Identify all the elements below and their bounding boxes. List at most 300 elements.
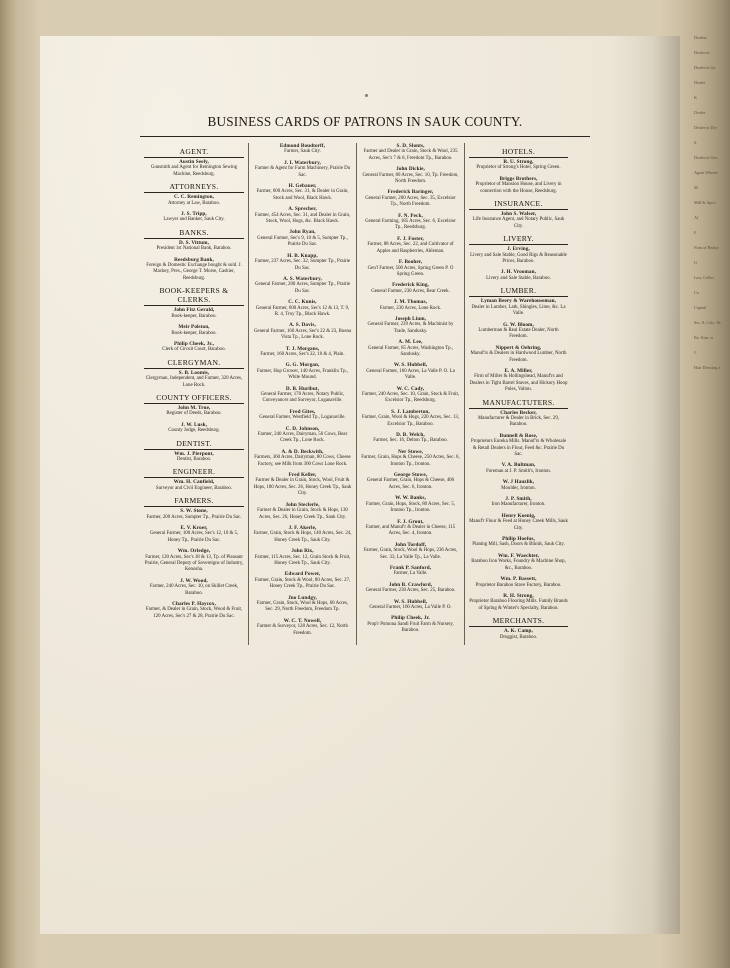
- business-card-entry: [253, 571, 352, 590]
- directory-columns: [140, 143, 590, 645]
- entry-name: A. Sprecher,: [288, 206, 317, 213]
- facing-page-fragment: S.: [694, 140, 698, 145]
- entry-description: General Farmer, Westfield Tp., Loganaville.: [259, 415, 346, 421]
- business-card-entry: [144, 194, 244, 207]
- entry-name: Wm. J. Pierpont,: [174, 450, 214, 457]
- business-card-entry: [469, 628, 568, 641]
- section-heading-rule: [144, 477, 244, 478]
- facing-page-fragment: G: [694, 260, 698, 265]
- entry-description: County Judge, Reedsburg.: [168, 428, 220, 434]
- business-card-entry: [361, 472, 460, 491]
- entry-description: Foreman at J. P. Smith's, Ironton.: [486, 468, 551, 474]
- entry-name: Briggs Brothers,: [499, 175, 538, 182]
- business-card-entry: [361, 213, 460, 232]
- entry-name: Ner Stowe,: [397, 448, 424, 455]
- facing-page-fragment: Law, Collec: [694, 275, 715, 280]
- entry-name: Charles Becker,: [500, 409, 537, 416]
- entry-description: Attorney at Law, Baraboo.: [168, 200, 220, 206]
- facing-page-fragment: M: [694, 185, 698, 190]
- facing-page-fragment: Hair Dressing a: [694, 365, 721, 370]
- entry-description: Farmer, Sauk City.: [284, 149, 321, 155]
- business-card-entry: [469, 536, 568, 549]
- entry-description: Farmer, Grain, Wool & Hogs, 220 Acres, Sec. 13, Excelsior Tp., Baraboo.: [361, 415, 460, 427]
- entry-description: Farmer, Grain, Stock, Wool & Hops, 60 Acres, Sec. 29, North Freedom, Freedom Tp.: [256, 600, 349, 613]
- section-heading: BOOK-KEEPERS & CLERKS.: [144, 286, 244, 306]
- entry-name: C. C. Remington,: [173, 194, 215, 201]
- entry-description: Farmer & Dealer in Grain, Stock, Wool, Fruit & Hops, 180 Acres, Sec. 26, Honey Creek Tp., Sauk City.: [253, 478, 352, 497]
- entry-description: Farmer & Surveyor, 128 Acres, Sec. 12, North Freedom.: [257, 624, 348, 636]
- facing-page-fragment: Sec. 8, Cole. Dr.: [694, 320, 722, 325]
- business-card-entry: [469, 298, 568, 317]
- facing-page-text: [694, 30, 722, 375]
- business-card-entry: [253, 472, 352, 498]
- business-card-entry: [144, 324, 244, 337]
- business-card-entry: [361, 409, 460, 428]
- gutter-shadow: [610, 36, 680, 934]
- facing-page-fragment: Dealer in Ge: [694, 65, 716, 70]
- section-heading-rule: [144, 238, 244, 239]
- entry-description: Lumberman & Real Estate Dealer, North Freedom.: [478, 327, 559, 340]
- entry-name: F. Booher,: [398, 259, 423, 266]
- business-card-entry: [361, 449, 460, 468]
- entry-name: Nippert & Oehring,: [495, 344, 542, 351]
- business-card-entry: [144, 451, 244, 464]
- section-heading: ATTORNEYS.: [144, 182, 244, 193]
- business-card-entry: [253, 183, 352, 202]
- entry-name: W. S. Hubbell,: [393, 362, 428, 369]
- business-card-entry: [253, 409, 352, 422]
- entry-name: A. & D. Beckwith,: [281, 448, 324, 455]
- entry-description: Life Insurance Agent, and Notary Public, Sauk City.: [472, 217, 565, 229]
- section-heading-rule: [469, 626, 568, 627]
- entry-description: Iron Manufacturer, Ironton.: [491, 502, 546, 508]
- section-heading-rule: [469, 244, 568, 245]
- business-card-entry: [144, 211, 244, 224]
- business-card-entry: [361, 282, 460, 295]
- entry-name: Charles P. Haycox,: [172, 601, 216, 608]
- entry-description: Farmer, Sec. 16, Delton Tp., Baraboo.: [373, 438, 448, 444]
- business-card-entry: [144, 405, 244, 418]
- entry-name: Meir Polston,: [178, 324, 210, 331]
- business-card-entry: [469, 211, 568, 230]
- entry-name: T. J. Morgans,: [285, 345, 320, 352]
- business-card-entry: [469, 410, 568, 429]
- entry-description: General Farmer, 239 Acres, & Machinist by Trade, Sandusky.: [367, 322, 454, 334]
- section-heading-rule: [469, 296, 568, 297]
- entry-name: W. W. Banks,: [395, 495, 426, 502]
- business-card-entry: [361, 519, 460, 538]
- entry-name: G. W. Bloom,: [503, 321, 534, 328]
- entry-description: Lawyer and Banker, Sauk City.: [163, 217, 225, 223]
- entry-description: General Farmer, 200 Acres, Sumpter Tp., Prairie Du Sac.: [254, 282, 351, 294]
- entry-description: Farmer, 240 Acres, Sec. 10, on Skillet Creek, Baraboo.: [149, 584, 239, 596]
- facing-page-fragment: J.: [694, 350, 697, 355]
- entry-name: John S. Walser,: [500, 211, 537, 218]
- business-card-entry: [253, 299, 352, 318]
- entry-description: Farmer, La Valle.: [393, 571, 428, 577]
- entry-description: Book-keeper, Baraboo.: [171, 313, 217, 319]
- directory-column: [248, 143, 356, 645]
- business-card-entry: [469, 322, 568, 341]
- entry-name: R. U. Strong,: [503, 159, 534, 165]
- facing-page-fragment: Bo. Kan. st: [694, 335, 713, 340]
- entry-description: Gunsmith and Agent for Remington Sewing Machine, Reedsburg.: [150, 165, 238, 177]
- facing-page-fragment: Dealer in: [694, 50, 710, 55]
- directory-column: [140, 143, 248, 645]
- entry-description: Firm of Miller & Hollingshead, Manuf'rs and Dealers in Tight Barrel Staves, and Hickory Hoop Poles, Valton.: [469, 374, 568, 393]
- business-card-entry: [361, 362, 460, 381]
- entry-name: Wm. Orledge,: [177, 548, 211, 555]
- facing-page-fragment: Capital: [694, 305, 707, 310]
- business-card-entry: [469, 433, 568, 459]
- entry-name: S. D. Slonts,: [396, 143, 425, 149]
- entry-description: Farmer, 200 Acres, Sumpter Tp., Prairie Du Sac.: [146, 514, 242, 520]
- entry-name: Frederick Baringer,: [387, 189, 434, 196]
- section-heading: HOTELS.: [469, 147, 568, 158]
- entry-name: John Fitz Gerald,: [173, 307, 215, 314]
- entry-description: General Farmer, 160 Acres, La Valle P. O.: [369, 604, 452, 610]
- entry-name: Frederick King,: [392, 282, 429, 289]
- section-heading: FARMERS.: [144, 496, 244, 507]
- entry-description: Druggist, Baraboo.: [499, 634, 538, 640]
- business-card-entry: [361, 299, 460, 312]
- entry-name: Philip Hoefus,: [502, 536, 535, 543]
- entry-description: Farmer, 230 Acres, Lone Rock.: [379, 305, 442, 311]
- section-heading-rule: [469, 157, 568, 158]
- business-card-entry: [253, 160, 352, 179]
- facing-page-fragment: Dealers: [694, 35, 707, 40]
- entry-description: Farmer, 115 Acres, Sec. 12, Grain Stock & Fruit, Honey Creek Tp., Sauk City.: [254, 554, 351, 566]
- business-card-entry: [253, 346, 352, 359]
- entry-name: Fred Keller,: [288, 472, 317, 479]
- business-card-entry: [361, 599, 460, 612]
- facing-page-fragment: Dealer: [694, 110, 706, 115]
- entry-description: Moulder, Ironton.: [501, 485, 536, 491]
- entry-description: Farmer, Hop Grower, 140 Acres, Franklin Tp., White Mound.: [257, 368, 348, 381]
- entry-description: Planing Mill, Sash, Doors & Blinds, Sauk City.: [472, 542, 565, 548]
- facing-page-edge: [692, 30, 722, 940]
- business-card-entry: [469, 496, 568, 509]
- entry-name: D. B. Welch,: [396, 432, 425, 439]
- entry-name: H. B. Knapp,: [287, 252, 318, 259]
- business-card-entry: [144, 341, 244, 354]
- business-card-entry: [469, 269, 568, 282]
- section-heading-rule: [469, 408, 568, 409]
- entry-description: Farmer, 600 Acres, Sec. 31, & Dealer in Grain, Stock and Wool, Black Hawk.: [256, 189, 349, 201]
- business-card-entry: [144, 548, 244, 574]
- business-card-entry: [144, 479, 244, 492]
- directory-column: [464, 143, 572, 645]
- business-card-entry: [469, 576, 568, 589]
- entry-name: Edward Power,: [284, 571, 321, 578]
- section-heading-rule: [144, 192, 244, 193]
- entry-description: Farmer, Grain, Hops, Stock, 80 Acres, Sec. 5, Ironton Tp., Ironton.: [365, 501, 456, 514]
- business-card-entry: [361, 495, 460, 514]
- entry-name: S. B. Loomis,: [178, 369, 210, 376]
- entry-description: Farmer, Grain, Stock, Wool & Hops, 236 Acres, Sec. 33, La Valle Tp., La Valle.: [363, 548, 458, 560]
- business-card-entry: [253, 362, 352, 381]
- business-card-entry: [253, 548, 352, 567]
- business-card-entry: [361, 339, 460, 358]
- entry-description: Farmer, 237 Acres, Sec. 32, Sumpter Tp., Prairie Du Sac.: [254, 259, 351, 271]
- entry-name: W. C. T. Nowell,: [283, 617, 322, 624]
- page-content: [140, 114, 590, 645]
- document-page: [40, 36, 680, 934]
- entry-description: General Farmer, 230 Acres, Bear Creek.: [371, 288, 450, 294]
- entry-name: S. W. Stone,: [180, 508, 208, 515]
- business-card-entry: [361, 166, 460, 185]
- entry-name: Henry Koenig,: [501, 512, 536, 519]
- business-card-entry: [144, 307, 244, 320]
- page-title: BUSINESS CARDS OF PATRONS IN SAUK COUNTY.: [207, 114, 523, 129]
- entry-description: Clerk of Circuit Court, Baraboo.: [162, 347, 226, 353]
- facing-page-fragment: Dealer in Dry: [694, 125, 718, 130]
- section-heading: MERCHANTS.: [469, 616, 568, 627]
- business-card-entry: [469, 553, 568, 572]
- business-card-entry: [361, 565, 460, 578]
- entry-description: Proprietor Baraboo Flooring Mills. Family Brands of Spring & Winter's Specialty, Baraboo.: [469, 599, 568, 611]
- entry-name: E. V. Kroer,: [180, 525, 208, 531]
- entry-name: Reedsburg Bank,: [174, 256, 214, 263]
- business-card-entry: [144, 525, 244, 544]
- business-card-entry: [144, 240, 244, 253]
- section-heading-rule: [144, 368, 244, 369]
- entry-name: Wm. H. Canfield,: [173, 479, 215, 486]
- business-card-entry: [469, 513, 568, 532]
- entry-description: Farmer, 454 Acres, Sec. 31, and Dealer in Grain, Stock, Wool, Hogs, &c. Black Hawk.: [254, 212, 351, 225]
- entry-description: General Farmer, 100 Acres, Sec's 12, 10 & 5, Honey Tp., Prairie Du Sac.: [149, 531, 239, 543]
- entry-name: Austin Seely,: [179, 159, 209, 165]
- entry-name: J. S. Tripp,: [181, 211, 207, 218]
- entry-description: General Farmer, 600 Acres, Sec's 12 & 13, T. 9, R. 4, Troy Tp., Black Hawk.: [255, 305, 350, 317]
- business-card-entry: [469, 246, 568, 265]
- business-card-entry: [253, 386, 352, 405]
- business-card-entry: [361, 143, 460, 162]
- entry-description: General Farmer, 80 Acres, Sec. 10, Tp. Freedom, North Freedom.: [362, 172, 459, 185]
- entry-name: D. B. Huribut,: [285, 385, 320, 392]
- entry-name: C. C. Kunis,: [288, 299, 317, 306]
- business-card-entry: [361, 542, 460, 561]
- entry-name: Jno Lundgy,: [288, 594, 317, 601]
- section-heading-rule: [144, 449, 244, 450]
- entry-description: Farmer, 120 Acres, Sec's 18 & 13, Tp. of Pleasant Prairie, General Deputy of Sovereigns of Industry, Kenosha.: [144, 554, 244, 573]
- entry-name: Fred Gites,: [289, 408, 316, 415]
- entry-name: J. I. Waterbury,: [284, 159, 321, 166]
- entry-name: Frank P. Sanford,: [389, 564, 432, 571]
- section-heading: BANKS.: [144, 228, 244, 239]
- business-card-entry: [144, 508, 244, 521]
- business-card-entry: [253, 595, 352, 614]
- business-card-entry: [253, 322, 352, 341]
- entry-name: Joseph Lium,: [394, 315, 427, 322]
- entry-name: Bunnell & Rose,: [499, 432, 538, 439]
- entry-description: General Farmer, Sec's 9, 10 & 5, Sumpter Tp., Prairie Du Sac.: [257, 235, 348, 248]
- entry-name: W. S. Hubbell,: [393, 598, 428, 605]
- business-card-entry: [253, 206, 352, 225]
- entry-name: G. G. Morgan,: [285, 362, 320, 369]
- business-card-entry: [469, 159, 568, 172]
- business-card-entry: [253, 525, 352, 544]
- business-card-entry: [361, 432, 460, 445]
- entry-name: W. C. Cady,: [396, 385, 425, 392]
- section-heading: DENTIST.: [144, 439, 244, 450]
- section-heading-rule: [144, 305, 244, 306]
- section-heading: ENGINEER.: [144, 467, 244, 478]
- section-heading: MANUFACTUTERS.: [469, 398, 568, 409]
- business-card-entry: [144, 257, 244, 283]
- entry-name: E. A. Miller,: [504, 367, 533, 374]
- business-card-entry: [144, 422, 244, 435]
- facing-page-fragment: Mill & Speci: [694, 200, 716, 205]
- business-card-entry: [253, 426, 352, 445]
- entry-description: Surveyor and Civil Engineer, Baraboo.: [155, 485, 233, 491]
- entry-description: Dentist, Baraboo.: [176, 456, 212, 462]
- facing-page-fragment: Al: [694, 215, 699, 220]
- section-heading-rule: [144, 403, 244, 404]
- entry-description: Farmer, & Dealer in Grain, Stock, Wood & Fruit, 120 Acres, Sec's 27 & 28, Prairie Du Sac.: [145, 607, 243, 619]
- facing-page-fragment: K: [694, 95, 698, 100]
- entry-description: Farmer, 160 Acres, Sec's 22, 10 & 4, Plain.: [260, 351, 345, 357]
- entry-description: Farmer, 240 Acres, Sec. 10, Grain, Stock & Fruit, Excelsior Tp., Reedsburg.: [361, 392, 460, 404]
- entry-name: J. P. Smith,: [505, 496, 532, 503]
- entry-description: Farmers, 360 Acres, Dairyman, 80 Cows, Cheese Factory, see Milk from 300 Cows Lone Rock.: [254, 455, 351, 467]
- section-heading-rule: [469, 209, 568, 210]
- entry-description: Farmer & Dealer in Grain, Stock & Hops, 130 Acres, Sec. 26, Honey Creek Tp., Sauk City.: [257, 508, 348, 520]
- section-heading-rule: [144, 506, 244, 507]
- entry-name: D. S. Vittum,: [179, 239, 209, 246]
- entry-name: W. J Hauzlik,: [502, 479, 535, 486]
- business-card-entry: [253, 502, 352, 521]
- business-card-entry: [144, 601, 244, 620]
- business-card-entry: [469, 368, 568, 394]
- entry-name: John M. True,: [177, 404, 211, 411]
- entry-description: Dealer in Lumber, Lath, Shingles, Lime, &c. La Valle.: [471, 304, 566, 317]
- entry-description: General Farmer, 170 Acres, Notary Public, Conveyancer and Surveyor, Loganaville.: [260, 392, 345, 404]
- entry-description: Register of Deeds, Baraboo.: [166, 411, 222, 417]
- entry-name: John Ryan,: [289, 229, 316, 236]
- entry-name: V. A. Bultman,: [501, 462, 536, 469]
- facing-page-fragment: Co: [694, 290, 699, 295]
- section-heading: COUNTY OFFICERS.: [144, 393, 244, 404]
- section-heading: CLERGYMAN.: [144, 358, 244, 369]
- entry-description: Farmer & Agent for Farm Machinery, Prairie Du Sac.: [254, 166, 351, 178]
- entry-description: Clergyman, Independent, and Farmer, 320 Acres, Lone Rock.: [145, 376, 243, 388]
- entry-description: General Farmer, 85 Acres, Washington Tp., Sandusky.: [368, 345, 453, 357]
- entry-description: Farmer, Grain, Stock & Wool, 80 Acres, Sec. 27, Honey Creek Tp., Prairie Du Sac.: [254, 577, 351, 590]
- facing-page-fragment: F: [694, 230, 697, 235]
- business-card-entry: [253, 229, 352, 248]
- business-card-entry: [469, 462, 568, 475]
- business-card-entry: [144, 370, 244, 389]
- entry-name: C. D. Johnson,: [285, 425, 320, 432]
- business-card-entry: [469, 479, 568, 492]
- business-card-entry: [253, 253, 352, 272]
- entry-name: John Dickie,: [396, 166, 425, 173]
- facing-page-fragment: Dealer: [694, 80, 706, 85]
- business-card-entry: [469, 345, 568, 364]
- entry-name: George Stowe,: [393, 472, 428, 479]
- entry-name: Wm. P. Bassett,: [500, 576, 537, 583]
- business-card-entry: [253, 449, 352, 468]
- entry-name: H. Gebauer,: [288, 183, 317, 190]
- entry-description: Farmer, Grain, Stock & Hops, 140 Acres, Sec. 24, Honey Creek Tp., Sauk City.: [253, 531, 352, 543]
- entry-name: F. J. Foster,: [397, 235, 424, 242]
- entry-name: J. F. Akerle,: [288, 524, 317, 531]
- title-rule: [140, 136, 590, 137]
- business-card-entry: [144, 159, 244, 178]
- business-card-entry: [253, 618, 352, 637]
- business-card-entry: [361, 386, 460, 405]
- entry-name: John Steclerle,: [285, 501, 320, 508]
- entry-description: General Farmer, Grain, Hops & Cheese, 406 Acres, Sec. 6, Ironton.: [366, 478, 455, 490]
- entry-name: Philip Cheek, Jr.,: [173, 340, 215, 347]
- entry-description: Proprietors Eureka Mills. Manuf'rs & Wholesale & Retail Dealers in Flour, Feed &c. Prairie Du Sac.: [470, 439, 567, 457]
- facing-page-fragment: Dealer in Gen: [694, 155, 718, 160]
- entry-description: General Farmer, 230 Acres, Sec. 25, Baraboo.: [365, 588, 456, 594]
- entry-name: John B. Crawford,: [388, 581, 433, 588]
- business-card-entry: [253, 276, 352, 295]
- entry-name: John Tordoff,: [394, 541, 427, 548]
- entry-description: General Farming, 185 Acres, Sec. 6, Excelsior Tp., Reedsburg.: [365, 219, 456, 231]
- entry-description: General Farmer, 200 Acres, Sec. 35, Excelsior Tp., North Freedom.: [365, 195, 456, 208]
- entry-name: A. K. Camp,: [504, 628, 533, 635]
- entry-description: Farmer, Grain, Hops & Cheese, 250 Acres, Sec. 6, Ironton Tp., Ironton.: [361, 455, 460, 467]
- entry-name: A. S. Waterbury,: [283, 275, 322, 282]
- business-card-entry: [361, 236, 460, 255]
- entry-name: Philip Cheek, Jr.: [391, 615, 430, 622]
- entry-name: Edmond Boudtorff,: [279, 143, 326, 149]
- business-card-entry: [361, 316, 460, 335]
- entry-name: John Rix,: [291, 548, 314, 555]
- entry-description: General Farmer, 160 Acres, La Valle P. O. La Valle.: [366, 368, 455, 381]
- entry-description: Manuf'rs & Dealers in Hardwood Lumber, North Freedom.: [470, 351, 567, 363]
- entry-name: S. J. Lamberton,: [391, 408, 430, 415]
- entry-name: Wm. F. Waechter,: [497, 552, 540, 559]
- business-card-entry: [361, 189, 460, 208]
- business-card-entry: [469, 176, 568, 195]
- entry-description: General Farmer, 160 Acres, Sec's 22 & 23, Buena Vista Tp., Lone Rock.: [253, 328, 352, 341]
- business-card-entry: [469, 593, 568, 612]
- entry-name: F. N. Peck,: [398, 212, 423, 219]
- entry-description: Book-keeper, Baraboo.: [171, 330, 217, 336]
- entry-description: Manufacturer & Dealer in Brick, Sec. 29, Baraboo.: [477, 415, 560, 428]
- business-card-entry: [144, 578, 244, 597]
- entry-description: Farmer and Dealer in Grain, Stock & Wool, 235 Acres, Sec's 7 & 8, Freedom Tp., Baraboo.: [363, 149, 458, 161]
- entry-name: A. S. Davis,: [289, 322, 316, 329]
- facing-page-fragment: Firm of Beatty: [694, 245, 719, 250]
- section-heading: LIVERY.: [469, 234, 568, 245]
- entry-name: J. W. Wood,: [180, 577, 208, 584]
- entry-name: A. M. Lee,: [398, 339, 423, 346]
- entry-name: J. W. Lusk,: [180, 421, 208, 428]
- section-heading: AGENT.: [144, 147, 244, 158]
- section-heading: LUMBER.: [469, 286, 568, 297]
- entry-name: Lyman Beery & Warehouseman,: [480, 298, 557, 305]
- entry-description: Gen'l Farmer, 500 Acres, Spring Green P. O Spring Green.: [367, 265, 454, 277]
- entry-name: J. H. Vrooman,: [501, 269, 536, 276]
- business-card-entry: [361, 582, 460, 595]
- entry-description: Farmer, 240 Acres, Dairyman, 56 Cows, Bear Creek Tp., Lone Rock.: [257, 432, 348, 444]
- entry-description: Farmer, and Manuf'r & Dealer in Cheese, 115 Acres, Sec. 4, Ironton.: [365, 524, 456, 537]
- business-card-entry: [253, 143, 352, 156]
- entry-description: Farmer, 88 Acres, Sec. 22, and Cultivator of Apples and Raspberries, Ableman.: [367, 242, 454, 254]
- entry-name: J. Erving,: [507, 246, 530, 253]
- entry-description: Baraboo Iron Works, Foundry & Machine Shop, &c., Baraboo.: [471, 559, 566, 571]
- page-speck: [365, 94, 368, 97]
- directory-column: [356, 143, 464, 645]
- business-card-entry: [361, 259, 460, 278]
- entry-description: Livery and Sale Stable, Good Rigs & Reasonable Prices, Baraboo.: [470, 252, 567, 265]
